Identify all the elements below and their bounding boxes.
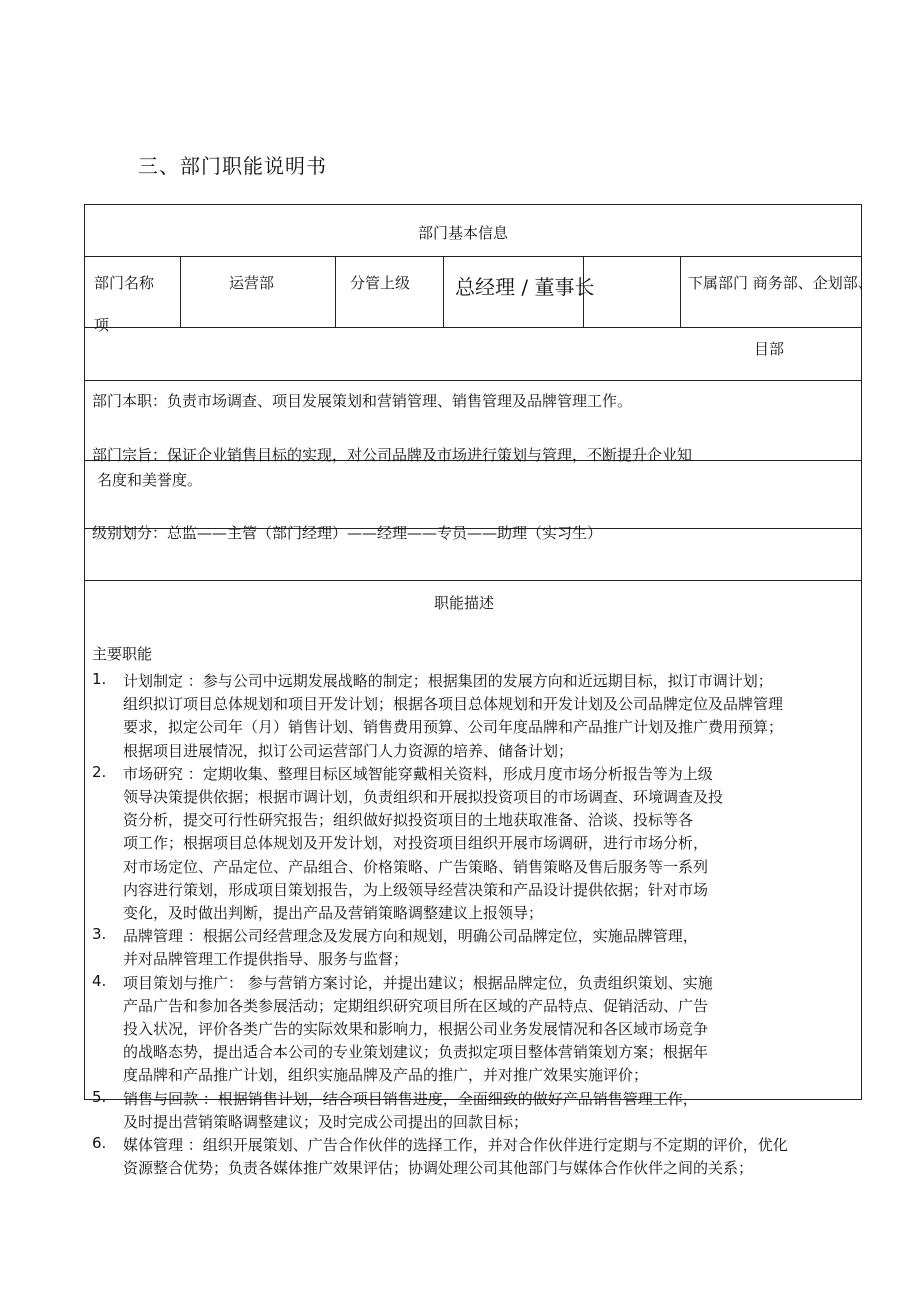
function-item-line: 根据项目进展情况，拟订公司运营部门人力资源的培养、储备计划； — [123, 741, 574, 760]
function-item-line: 投入状况，评价各类广告的实际效果和影响力，根据公司业务发展情况和各区域市场竞争 — [123, 1020, 709, 1038]
page-title: 三、部门职能说明书 — [138, 154, 327, 178]
col-divider — [680, 256, 681, 328]
table-left-border — [84, 204, 85, 1100]
function-item-line: 对市场定位、产品定位、产品组合、价格策略、广告策略、销售策略及售后服务等一系列 — [123, 857, 709, 876]
function-item-line: 要求，拟定公司年（月）销售计划、销售费用预算、公司年度品牌和产品推广计划及推广费用预算； — [123, 718, 784, 737]
row-divider — [84, 580, 862, 581]
dept-name-value: 运营部 — [229, 274, 275, 292]
function-item-number: 3. — [92, 925, 107, 944]
function-item-line: 的战略态势，提出适合本公司的专业策划建议；负责拟定项目整体营销策划方案；根据年 — [123, 1043, 709, 1062]
function-item-line: 变化，及时做出判断，提出产品及营销策略调整建议上报领导； — [123, 904, 544, 922]
function-item-line: 项目策划与推广： 参与营销方案讨论，并提出建议；根据品牌定位，负责组织策划、实施 — [123, 973, 713, 992]
function-item-line: 资分析，提交可行性研究报告；组织做好拟投资项目的土地获取准备、洽谈、投标等各 — [123, 811, 694, 830]
function-item-number: 6. — [92, 1134, 107, 1152]
function-item-line: 项工作；根据项目总体规划及开发计划，对投资项目组织开展市场调研，进行市场分析， — [123, 834, 709, 853]
basic-info-header: 部门基本信息 — [418, 224, 509, 242]
function-item-line: 资源整合优势；负责各媒体推广效果评估；协调处理公司其他部门与媒体合作伙伴之间的关系； — [123, 1159, 754, 1178]
function-item-line: 计划制定 ：参与公司中远期发展战略的制定；根据集团的发展方向和近远期目标，拟订市调计划； — [123, 672, 773, 690]
function-item-line: 市场研究 ：定期收集、整理目标区域智能穿戴相关资料，形成月度市场分析报告等为上级 — [123, 764, 713, 783]
function-item-line: 及时提出营销策略调整建议；及时完成公司提出的回款目标； — [123, 1112, 529, 1131]
function-item-line: 并对品牌管理工作提供指导、服务与监督； — [123, 950, 409, 969]
department-purpose-line2: 名度和美誉度。 — [97, 471, 203, 489]
function-item-line: 品牌管理 ：根据公司经营理念及发展方向和规划，明确公司品牌定位，实施品牌管理， — [123, 927, 698, 946]
function-item-line: 领导决策提供依据；根据市调计划，负责组织和开展拟投资项目的市场调查、环境调查及投 — [123, 788, 724, 806]
col-divider — [180, 256, 181, 328]
sub-departments-wrap-b: 目部 — [754, 340, 785, 358]
sub-departments-label: 下属部门 商务部、企划部、 — [688, 274, 873, 292]
function-item-number: 4. — [92, 971, 107, 990]
function-item-line: 内容进行策划，形成项目策划报告，为上级领导经营决策和产品设计提供依据；针对市场 — [123, 880, 709, 899]
function-item-number: 1. — [92, 670, 107, 688]
function-item-line: 产品广告和参加各类参展活动；定期组织研究项目所在区域的产品特点、促销活动、广告 — [123, 996, 709, 1015]
row-divider — [84, 327, 862, 328]
row-divider — [84, 256, 862, 257]
function-item-line: 度品牌和产品推广计划，组织实施品牌及产品的推广，并对推广效果实施评价； — [123, 1066, 649, 1085]
function-item-line: 媒体管理 ：组织开展策划、广告合作伙伴的选择工作，并对合作伙伴进行定期与不定期的评价，优化 — [123, 1136, 788, 1154]
function-item-number: 2. — [92, 762, 107, 781]
table-right-border — [861, 204, 862, 1100]
department-duty: 部门本职：负责市场调查、项目发展策划和营销管理、销售管理及品牌管理工作。 — [92, 392, 633, 410]
functions-header: 职能描述 — [434, 594, 495, 612]
table-top-border — [84, 204, 862, 205]
sub-departments-wrap-a: 项 — [94, 316, 110, 334]
level-division: 级别划分：总监——主管（部门经理）——经理——专员——助理（实习生） — [92, 524, 603, 542]
department-purpose-line1: 部门宗旨：保证企业销售目标的实现，对公司品牌及市场进行策划与管理，不断提升企业知 — [92, 446, 693, 464]
function-item-line: 组织拟订项目总体规划和项目开发计划；根据各项目总体规划和开发计划及公司品牌定位及品牌管理 — [123, 695, 784, 714]
dept-name-label: 部门名称 — [94, 274, 155, 292]
main-functions-label: 主要职能 — [92, 645, 153, 663]
supervisor-value: 总经理 / 董事长 — [455, 275, 595, 299]
supervisor-label: 分管上级 — [350, 274, 411, 292]
function-item-line: 销售与回款 ：根据销售计划，结合项目销售进度，全面细致的做好产品销售管理工作， — [123, 1089, 698, 1108]
col-divider — [335, 256, 336, 328]
row-divider — [84, 380, 862, 381]
col-divider — [443, 256, 444, 328]
function-item-number: 5. — [92, 1087, 107, 1106]
